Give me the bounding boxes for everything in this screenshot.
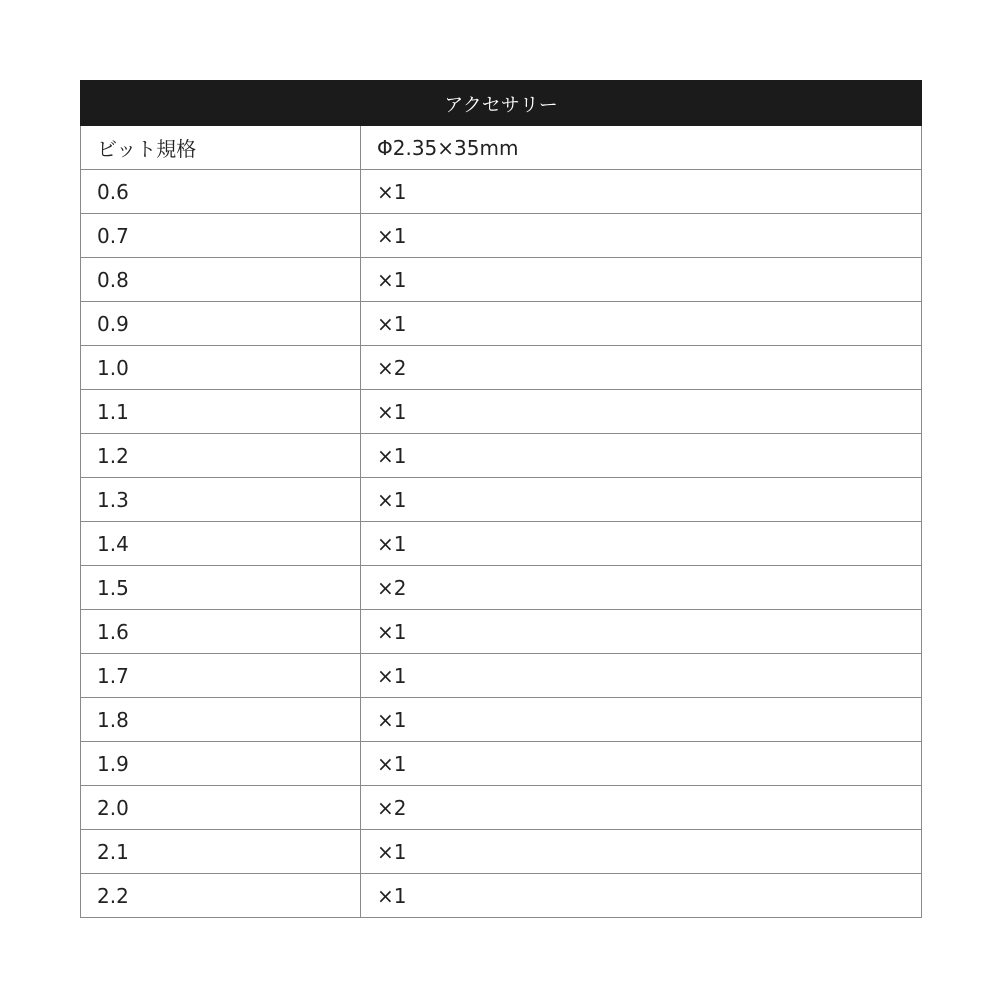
quantity-cell: ×1 <box>361 390 922 434</box>
quantity-cell: ×1 <box>361 478 922 522</box>
table-row <box>81 170 922 214</box>
quantity-cell: ×2 <box>361 346 922 390</box>
bit-size-cell: 0.6 <box>81 170 361 214</box>
bit-size-cell: 0.7 <box>81 214 361 258</box>
bit-size-cell: 2.1 <box>81 830 361 874</box>
bit-size-cell: 1.6 <box>81 610 361 654</box>
table-row <box>81 346 922 390</box>
bit-size-cell: 1.5 <box>81 566 361 610</box>
spec-row <box>81 126 922 170</box>
table-row <box>81 566 922 610</box>
bit-size-cell: 0.8 <box>81 258 361 302</box>
quantity-cell: ×2 <box>361 786 922 830</box>
quantity-cell: ×2 <box>361 566 922 610</box>
quantity-cell: ×1 <box>361 698 922 742</box>
spec-label: ビット規格 <box>81 126 361 170</box>
table-row <box>81 390 922 434</box>
bit-size-cell: 2.0 <box>81 786 361 830</box>
quantity-cell: ×1 <box>361 302 922 346</box>
quantity-cell: ×1 <box>361 258 922 302</box>
table-row <box>81 698 922 742</box>
bit-size-cell: 1.9 <box>81 742 361 786</box>
bit-size-cell: 1.4 <box>81 522 361 566</box>
table-body <box>81 126 922 918</box>
table-row <box>81 742 922 786</box>
bit-size-cell: 1.3 <box>81 478 361 522</box>
table-title-row <box>81 81 922 126</box>
bit-size-cell: 1.7 <box>81 654 361 698</box>
quantity-cell: ×1 <box>361 654 922 698</box>
bit-size-cell: 1.1 <box>81 390 361 434</box>
bit-size-cell: 2.2 <box>81 874 361 918</box>
quantity-cell: ×1 <box>361 742 922 786</box>
bit-size-cell: 1.8 <box>81 698 361 742</box>
accessory-table <box>80 80 922 918</box>
quantity-cell: ×1 <box>361 434 922 478</box>
bit-size-cell: 1.2 <box>81 434 361 478</box>
table-row <box>81 434 922 478</box>
quantity-cell: ×1 <box>361 874 922 918</box>
table-row <box>81 610 922 654</box>
quantity-cell: ×1 <box>361 522 922 566</box>
table-row <box>81 786 922 830</box>
table-row <box>81 830 922 874</box>
bit-size-cell: 1.0 <box>81 346 361 390</box>
table-row <box>81 302 922 346</box>
bit-size-cell: 0.9 <box>81 302 361 346</box>
table-row <box>81 478 922 522</box>
quantity-cell: ×1 <box>361 830 922 874</box>
table-row <box>81 214 922 258</box>
table-title: アクセサリー <box>81 81 922 126</box>
spec-value: Φ2.35×35mm <box>361 126 922 170</box>
table-row <box>81 258 922 302</box>
table-row <box>81 874 922 918</box>
quantity-cell: ×1 <box>361 214 922 258</box>
table-row <box>81 522 922 566</box>
table-row <box>81 654 922 698</box>
quantity-cell: ×1 <box>361 610 922 654</box>
quantity-cell: ×1 <box>361 170 922 214</box>
